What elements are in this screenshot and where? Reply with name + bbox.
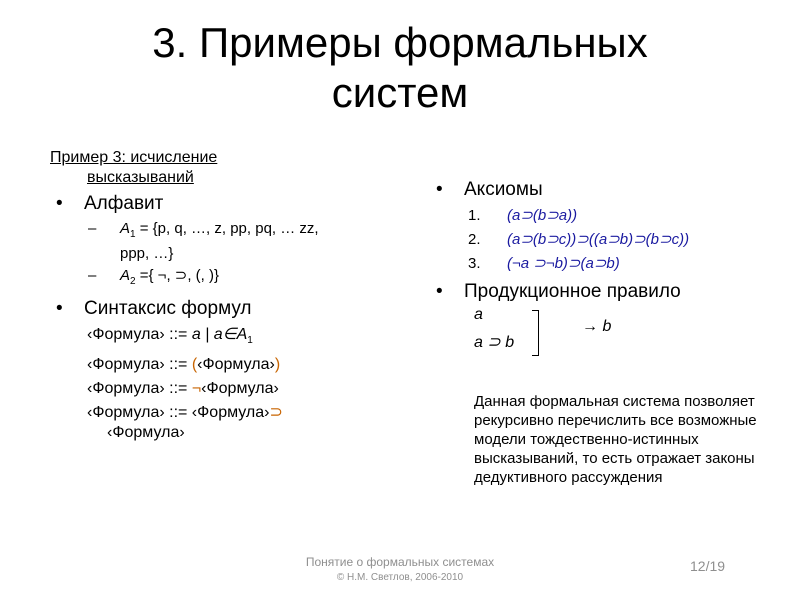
subheading-line-1: Пример 3: исчисление (50, 149, 218, 166)
syntax-rule-4: ‹Формула› ::= ‹Формула›⊃ ‹Формула› (87, 404, 283, 442)
alphabet-bullet: • Алфавит (50, 192, 390, 216)
left-column (50, 148, 390, 443)
page-number: 12/19 (690, 558, 726, 574)
syntax-rule-1: ‹Формула› ::= a | $a\in A_1$ (87, 326, 253, 347)
rule-conclusion: → b (582, 318, 612, 335)
syntax-rule-2: ‹Формула› ::= (‹Формула›) (87, 356, 281, 374)
footer (220, 555, 580, 585)
alphabet-a2: – $A_2$ ={ ¬, ⊃, (, )} (50, 266, 390, 291)
production-rule (430, 306, 780, 364)
axiom-3: 3. (¬a ⊃¬b)⊃(a⊃b) (468, 255, 620, 272)
example-subheading (50, 148, 390, 188)
description-note: Данная формальная система позволяет рекурсивно перечислить все возможные модели тождественно-истинных высказываний, то есть отражает законы дедуктивного рассуждения (474, 393, 757, 486)
rule-premise-1: a (474, 306, 483, 323)
bracket-icon (532, 310, 539, 356)
subheading-line-2: высказываний (87, 169, 194, 186)
title-line-2: систем (331, 69, 469, 116)
alphabet-a1: – $A_1 = \{p$, q, …, z, pp, pq, … zz, ppp, …} (50, 219, 390, 263)
axiom-1: 1. (a⊃(b⊃a)) (468, 207, 578, 224)
footer-title: Понятие о формальных системах (305, 555, 495, 569)
syntax-bullet: • Синтаксис формул (50, 297, 390, 321)
rule-premise-2: a ⊃ b (474, 334, 515, 351)
syntax-rule-3: ‹Формула› ::= ¬‹Формула› (87, 380, 279, 398)
title-line-1: 3. Примеры формальных (152, 19, 648, 66)
right-column (430, 178, 780, 487)
footer-copyright: © Н.М. Светлов, 2006-2010 (336, 572, 464, 583)
rule-bullet: • Продукционное правило (430, 280, 780, 304)
page-title (40, 18, 760, 118)
axiom-2: 2. (a⊃(b⊃c))⊃((a⊃b)⊃(b⊃c)) (468, 231, 690, 248)
axioms-bullet: • Аксиомы (430, 178, 780, 202)
